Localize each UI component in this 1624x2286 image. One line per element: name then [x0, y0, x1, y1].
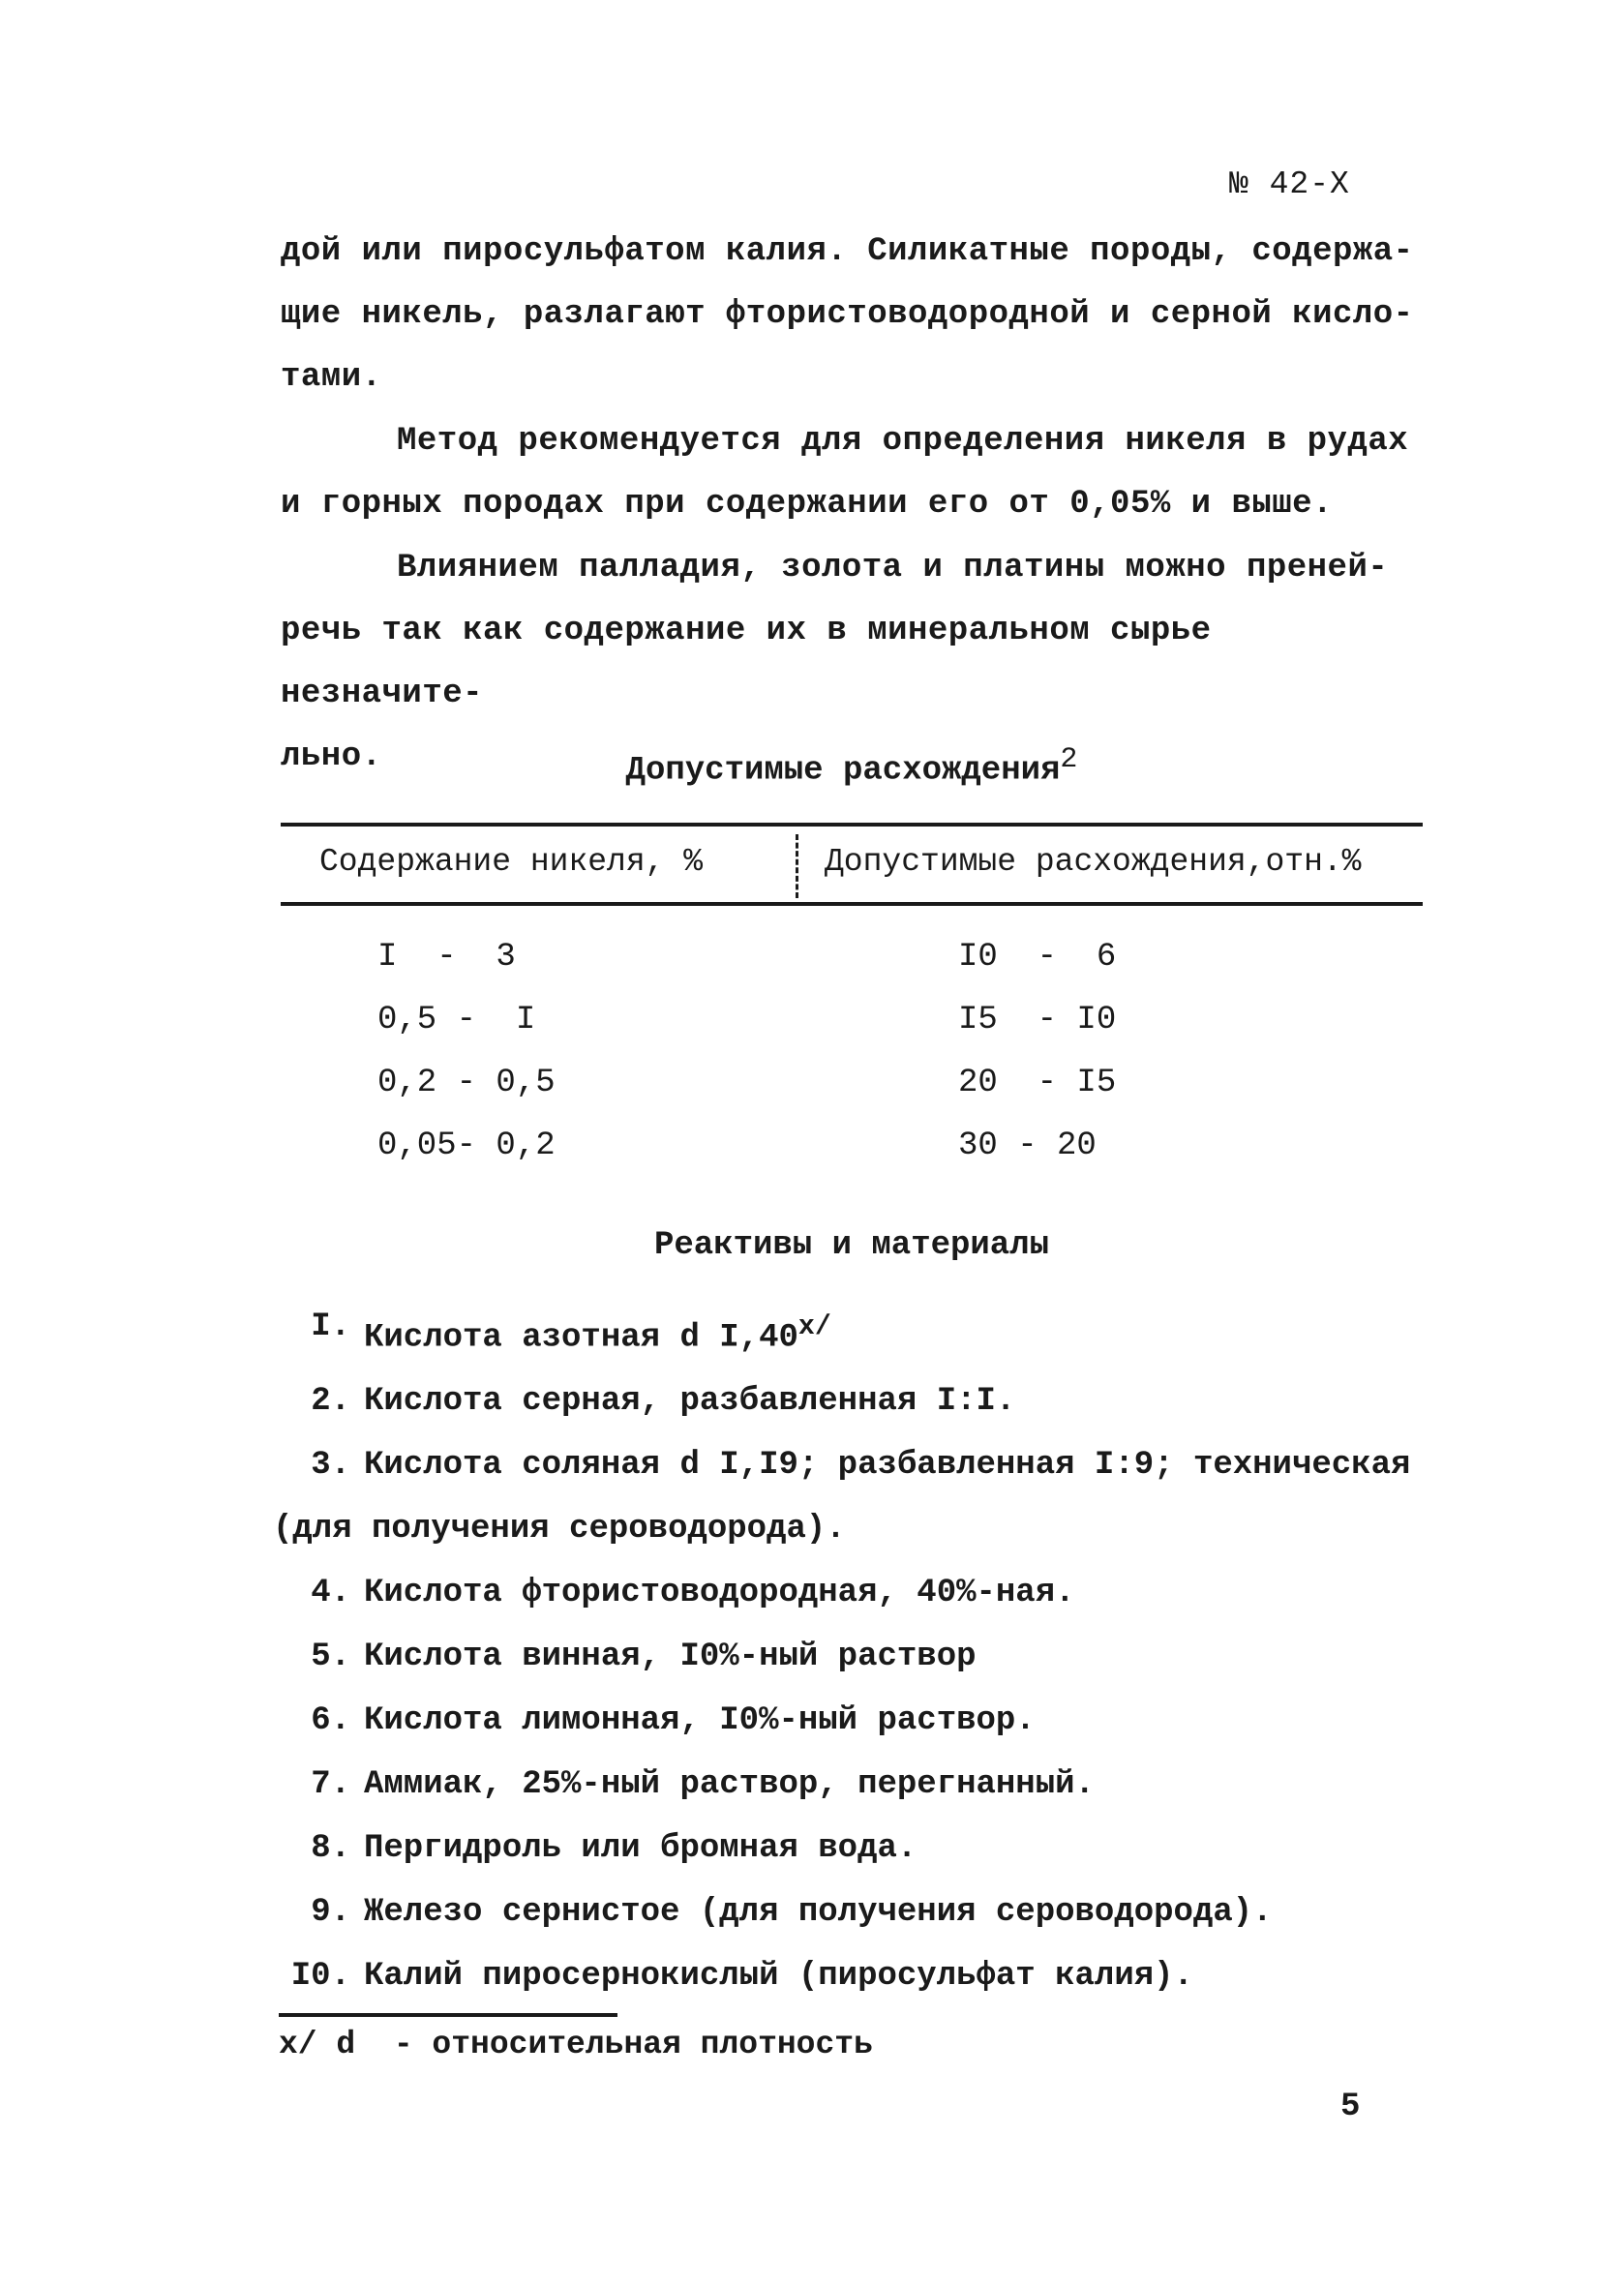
- list-item: [273, 1880, 1425, 1944]
- list-item-number: 6.: [311, 1702, 350, 1740]
- page-number: 5: [1340, 2089, 1361, 2125]
- table-header-nickel: Содержание никеля, %: [319, 844, 704, 880]
- list-item-text: Калий пиросернокислый (пиросульфат калия).: [364, 1958, 1193, 1996]
- table-cell-deviation: I5 - I0: [958, 1002, 1117, 1038]
- text-line: и горных породах при содержании его от 0,05% и выше.: [281, 486, 1333, 523]
- table-title-superscript: 2: [1060, 743, 1078, 776]
- list-item-text: Кислота фтористоводородная, 40%-ная.: [364, 1575, 1075, 1612]
- list-item-number: I0.: [290, 1958, 350, 1996]
- list-item: [273, 1944, 1425, 2008]
- text-line: дой или пиросульфатом калия. Силикатные породы, содержа-: [281, 233, 1414, 270]
- list-item-number: I.: [311, 1308, 350, 1345]
- list-item: [273, 1625, 1425, 1689]
- text-line: речь так как содержание их в минеральном сырье незначите-: [281, 613, 1212, 712]
- list-item-number: 9.: [311, 1894, 350, 1932]
- list-item: [273, 1433, 1425, 1497]
- text-line: Метод рекомендуется для определения никеля в рудах: [397, 423, 1409, 460]
- text-line: Влиянием палладия, золота и платины можно преней-: [397, 550, 1389, 587]
- footnote: x/ d - относительная плотность: [279, 2027, 873, 2062]
- text-line: тами.: [281, 359, 382, 396]
- list-item-text: Кислота соляная d I,I9; разбавленная I:9; техническая: [364, 1447, 1411, 1485]
- table-header-deviation: Допустимые расхождения,отн.%: [825, 844, 1362, 880]
- table-row: [281, 1002, 1423, 1060]
- table-cell-deviation: 30 - 20: [958, 1128, 1097, 1164]
- list-item: [273, 1561, 1425, 1625]
- reagents-list: [273, 1295, 1425, 2008]
- paragraph-decomposition: [281, 221, 1423, 409]
- list-item-text: Кислота серная, разбавленная I:I.: [364, 1383, 1016, 1421]
- table-cell-nickel: 0,5 - I: [377, 1002, 536, 1038]
- list-item-label: Кислота азотная d I,40: [364, 1319, 798, 1357]
- list-item-number: 8.: [311, 1830, 350, 1868]
- table-cell-deviation: I0 - 6: [958, 939, 1117, 976]
- list-item-text: Железо сернистое (для получения сероводорода).: [364, 1894, 1273, 1932]
- list-item: [273, 1369, 1425, 1433]
- list-item-text: Аммиак, 25%-ный раствор, перегнанный.: [364, 1766, 1095, 1804]
- text-line: льно.: [281, 738, 382, 775]
- table-title: [281, 743, 1423, 789]
- table-title-text: Допустимые расхождения: [625, 752, 1061, 790]
- table-column-separator: [796, 834, 798, 898]
- table-row: [281, 1065, 1423, 1123]
- table-row: [281, 1128, 1423, 1186]
- list-item-text: Кислота винная, I0%-ный раствор: [364, 1639, 977, 1676]
- footnote-rule: [279, 2013, 617, 2017]
- list-item-number: 4.: [311, 1575, 350, 1612]
- list-item-text: (для получения сероводорода).: [273, 1511, 846, 1549]
- list-item: [273, 1295, 1425, 1369]
- list-item-text: Пергидроль или бромная вода.: [364, 1830, 917, 1868]
- list-item-number: 7.: [311, 1766, 350, 1804]
- paragraph-method-scope: [281, 410, 1423, 536]
- footnote-marker: x/: [797, 1310, 831, 1342]
- list-item-number: 3.: [311, 1447, 350, 1485]
- list-item-text: Кислота лимонная, I0%-ный раствор.: [364, 1702, 1036, 1740]
- table-header-rule: [281, 902, 1423, 906]
- table-cell-nickel: I - 3: [377, 939, 516, 976]
- list-item-number: 2.: [311, 1383, 350, 1421]
- list-item-continuation: [273, 1497, 1425, 1561]
- list-item: [273, 1689, 1425, 1753]
- table-top-rule: [281, 823, 1423, 827]
- document-number: № 42-Х: [1229, 166, 1350, 202]
- table-row: [281, 939, 1423, 997]
- text-line: щие никель, разлагают фтористоводородной и серной кисло-: [281, 296, 1414, 333]
- table-cell-deviation: 20 - I5: [958, 1065, 1117, 1101]
- list-item: [273, 1817, 1425, 1880]
- list-item-text: [364, 1295, 1425, 1369]
- list-item-number: 5.: [311, 1639, 350, 1676]
- list-item: [273, 1753, 1425, 1817]
- table-cell-nickel: 0,05- 0,2: [377, 1128, 556, 1164]
- reagents-section-title: Реактивы и материалы: [653, 1227, 1050, 1264]
- table-cell-nickel: 0,2 - 0,5: [377, 1065, 556, 1101]
